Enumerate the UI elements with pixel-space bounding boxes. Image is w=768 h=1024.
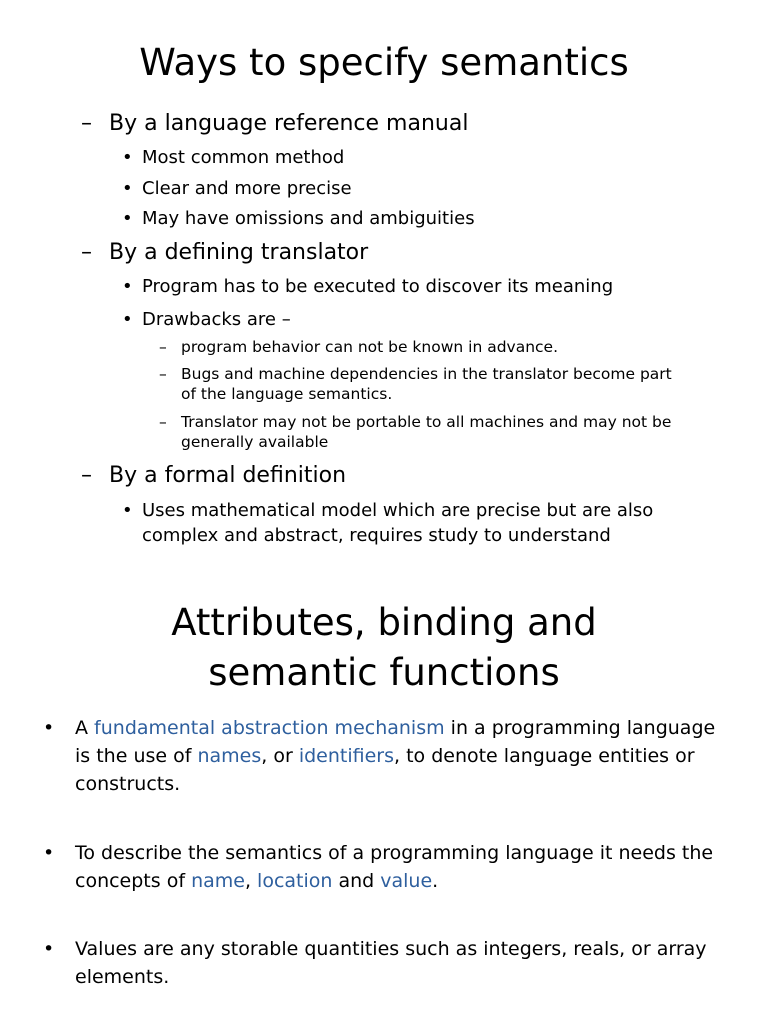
item-formal-definition: – By a formal definition	[81, 463, 347, 488]
sub-item: • May have omissions and ambiguities	[122, 208, 475, 229]
item-reference-manual: – By a language reference manual	[81, 111, 469, 136]
sub-item: • Most common method	[122, 147, 345, 168]
term-value: value	[380, 870, 433, 892]
item-defining-translator: – By a defining translator	[81, 240, 369, 265]
sub-item: • Program has to be executed to discover its meaning	[122, 276, 614, 297]
term-location: location	[257, 870, 333, 892]
bullet-marker: •	[43, 842, 55, 864]
sub-item: • Uses mathematical model which are precise but are also complex and abstract, requires study to understand	[122, 500, 654, 546]
sub-item: • Clear and more precise	[122, 178, 352, 199]
bullet-marker: •	[122, 178, 133, 199]
bullet-marker: •	[122, 208, 133, 229]
bullet-marker: •	[122, 309, 133, 330]
term-identifiers: identifiers	[298, 745, 394, 767]
bullet-marker: •	[43, 938, 55, 960]
bullet-marker: •	[43, 717, 55, 739]
bullet-marker: •	[122, 276, 133, 297]
term-fundamental-abstraction: fundamental abstraction mechanism	[94, 717, 445, 739]
bullet-marker: •	[122, 147, 133, 168]
dash-marker: –	[81, 111, 92, 136]
sub-sub-item: – Bugs and machine dependencies in the translator become part of the language semantics.	[159, 365, 672, 403]
dash-marker: –	[159, 338, 167, 356]
paragraph-concepts: • To describe the semantics of a programming language it needs the concepts of name, location and value.	[75, 839, 713, 895]
slide1-title: Ways to specify semantics	[139, 41, 629, 84]
sub-item: • Drawbacks are –	[122, 309, 291, 330]
sub-sub-item: – Translator may not be portable to all machines and may not be generally available	[159, 413, 672, 451]
slide2-title: Attributes, binding and semantic functions	[171, 601, 597, 694]
paragraph-values: • Values are any storable quantities such as integers, reals, or array elements.	[75, 935, 707, 991]
paragraph-names: • A fundamental abstraction mechanism in a programming language is the use of names, or identifiers, to denote language entities or constructs.	[75, 714, 715, 798]
term-name: name	[191, 870, 245, 892]
dash-marker: –	[81, 240, 92, 265]
dash-marker: –	[159, 365, 167, 383]
dash-marker: –	[81, 463, 92, 488]
dash-marker: –	[159, 413, 167, 431]
bullet-marker: •	[122, 500, 133, 521]
sub-sub-item: – program behavior can not be known in advance.	[159, 338, 559, 356]
term-names: names	[197, 745, 262, 767]
